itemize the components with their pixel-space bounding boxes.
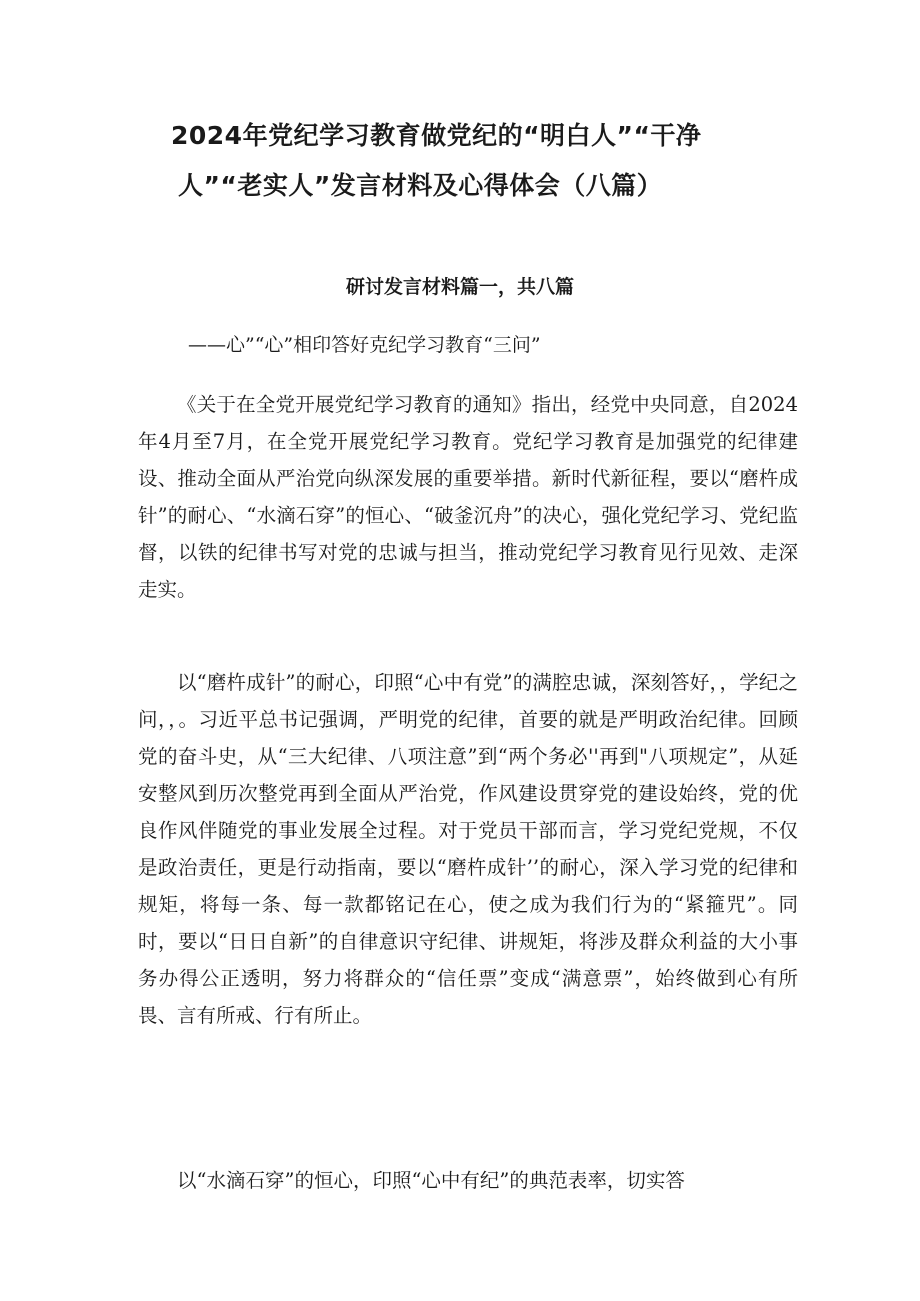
section-subtitle: ——心”“心”相印答好克纪学习教育“三问” — [188, 334, 541, 356]
document-title-line-1: 2024年党纪学习教育做党纪的“明白人”“干净 — [171, 121, 702, 150]
body-paragraph-1: 《关于在全党开展党纪学习教育的通知》指出，经党中央同意，自2024年4月至7月，在全党开展党纪学习教育。党纪学习教育是加强党的纪律建设、推动全面从严治党向纵深发展的重要举措。新时代新征程，要以“磨杵成针”的耐心、“水滴石穿”的恒心、“破釜沉舟”的决心，强化党纪学习、党纪监督，以铁的纪律书写对党的忠诚与担当，推动党纪学习教育见行见效、走深走实。 — [138, 393, 798, 601]
body-paragraph-2: 以“磨杵成针”的耐心，印照“心中有党”的满腔忠诚，深刻答好，，学纪之问，，。习近平总书记强调，严明党的纪律，首要的就是严明政治纪律。回顾党的奋斗史，从“三大纪律、八项注意”到“两个务必''再到"八项规定”，从延安整风到历次整党再到全面从严治党，作风建设贯穿党的建设始终，党的优良作风伴随党的事业发展全过程。对于党员干部而言，学习党纪党规，不仅是政治责任，更是行动指南，要以“磨杵成针’’的耐心，深入学习党的纪律和规矩，将每一条、每一款都铭记在心，使之成为我们行为的“紧箍咒”。同时，要以“日日自新”的自律意识守纪律、讲规矩，将涉及群众利益的大小事务办得公正透明，努力将群众的“信任票”变成“满意票”，始终做到心有所畏、言有所戒、行有所止。 — [138, 671, 798, 1027]
document-title-line-2: 人”“老实人”发言材料及心得体会（八篇） — [178, 171, 663, 200]
body-paragraph-3: 以“水滴石穿”的恒心，印照“心中有纪”的典范表率，切实答 — [177, 1169, 685, 1192]
section-heading: 研讨发言材料篇一，共八篇 — [345, 276, 574, 298]
